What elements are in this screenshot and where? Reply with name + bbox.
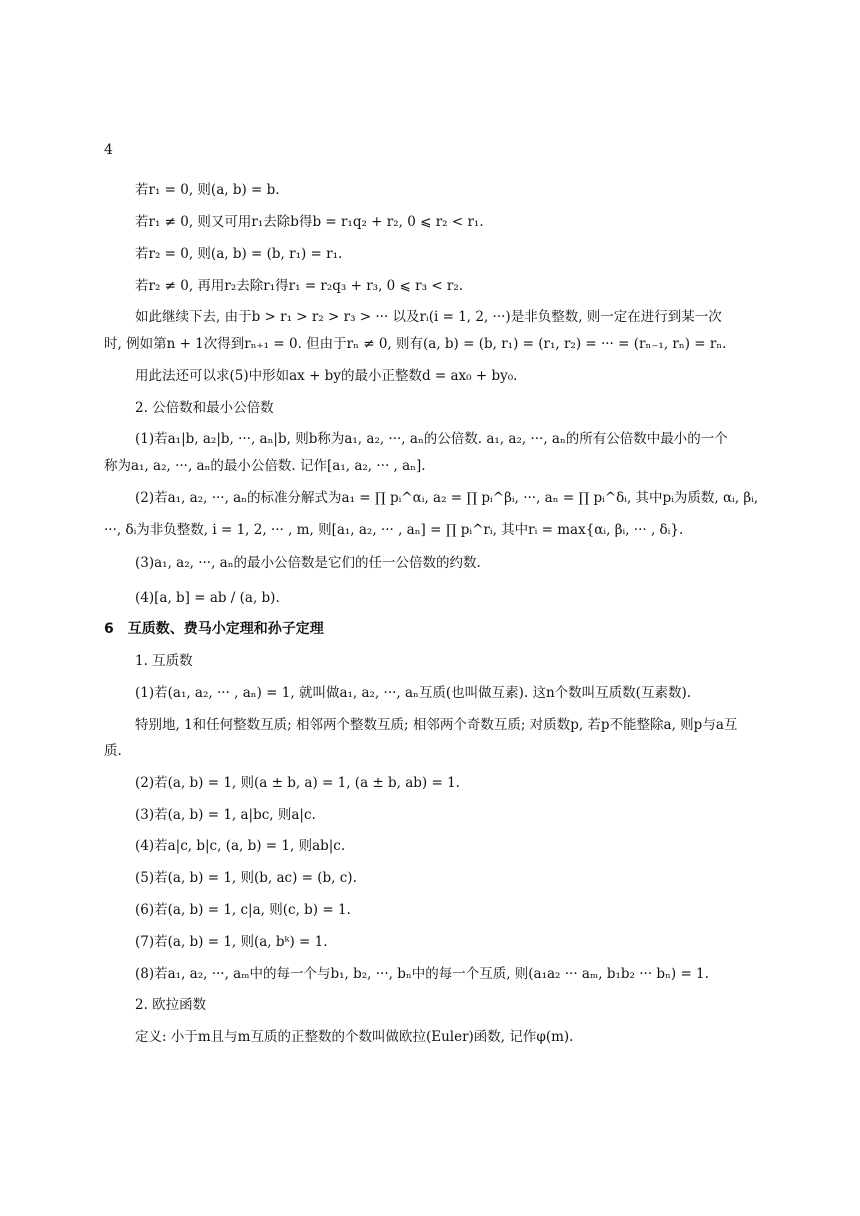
section-subheading: 1. 互质数 xyxy=(135,653,193,669)
text-line: (2)若(a, b) = 1, 则(a ± b, a) = 1, (a ± b, ab) = 1. xyxy=(135,775,460,791)
text-line: 若r₁ = 0, 则(a, b) = b. xyxy=(135,182,280,198)
text-line: (6)若(a, b) = 1, c|a, 则(c, b) = 1. xyxy=(135,902,351,918)
text-line: 质. xyxy=(104,743,122,759)
section-subheading: 2. 公倍数和最小公倍数 xyxy=(135,400,274,416)
text-line: (1)若(a₁, a₂, ··· , aₙ) = 1, 就叫做a₁, a₂, ···, aₙ互质(也叫做互素). 这n个数叫互质数(互素数). xyxy=(135,685,692,701)
text-line: 时, 例如第n + 1次得到rₙ₊₁ = 0. 但由于rₙ ≠ 0, 则有(a, b) = (b, r₁) = (r₁, r₂) = ··· = (rₙ₋₁, rₙ) = rₙ. xyxy=(104,336,727,352)
formula-line: (2)若a₁, a₂, ···, aₙ的标准分解式为a₁ = ∏ pᵢ^αᵢ, a₂ = ∏ pᵢ^βᵢ, ···, aₙ = ∏ pᵢ^δᵢ, 其中pᵢ为质数, αᵢ, βᵢ, xyxy=(135,490,759,506)
text-line: (8)若a₁, a₂, ···, aₘ中的每一个与b₁, b₂, ···, bₙ中的每一个互质, 则(a₁a₂ ··· aₘ, b₁b₂ ··· bₙ) = 1. xyxy=(135,966,709,982)
text-line: 如此继续下去, 由于b > r₁ > r₂ > r₃ > ··· 以及rᵢ(i = 1, 2, ···)是非负整数, 则一定在进行到某一次 xyxy=(135,309,722,325)
text-line: 若r₂ ≠ 0, 再用r₂去除r₁得r₁ = r₂q₃ + r₃, 0 ⩽ r₃ < r₂. xyxy=(135,278,464,294)
text-line: (3)若(a, b) = 1, a|bc, 则a|c. xyxy=(135,807,316,823)
formula-line: ···, δᵢ为非负整数, i = 1, 2, ··· , m, 则[a₁, a₂, ··· , aₙ] = ∏ pᵢ^rᵢ, 其中rᵢ = max{αᵢ, βᵢ, ··· , δᵢ}. xyxy=(104,522,684,538)
text-line: 定义: 小于m且与m互质的正整数的个数叫做欧拉(Euler)函数, 记作φ(m). xyxy=(135,1029,574,1045)
formula-line: (4)[a, b] = ab / (a, b). xyxy=(135,590,280,606)
text-line: 用此法还可以求(5)中形如ax + by的最小正整数d = ax₀ + by₀. xyxy=(135,368,518,384)
section-subheading: 2. 欧拉函数 xyxy=(135,997,207,1013)
text-line: (7)若(a, b) = 1, 则(a, bᵏ) = 1. xyxy=(135,934,328,950)
text-line: (5)若(a, b) = 1, 则(b, ac) = (b, c). xyxy=(135,870,357,886)
text-line: 若r₁ ≠ 0, 则又可用r₁去除b得b = r₁q₂ + r₂, 0 ⩽ r₂ < r₁. xyxy=(135,214,484,230)
text-line: 特别地, 1和任何整数互质; 相邻两个整数互质; 相邻两个奇数互质; 对质数p, 若p不能整除a, 则p与a互 xyxy=(135,717,738,733)
text-line: (1)若a₁|b, a₂|b, ···, aₙ|b, 则b称为a₁, a₂, ···, aₙ的公倍数. a₁, a₂, ···, aₙ的所有公倍数中最小的一个 xyxy=(135,431,728,447)
text-line: 若r₂ = 0, 则(a, b) = (b, r₁) = r₁. xyxy=(135,246,343,262)
text-line: 称为a₁, a₂, ···, aₙ的最小公倍数. 记作[a₁, a₂, ··· , aₙ]. xyxy=(104,458,426,474)
text-line: (4)若a|c, b|c, (a, b) = 1, 则ab|c. xyxy=(135,838,346,854)
page-number: 4 xyxy=(104,142,113,158)
text-line: (3)a₁, a₂, ···, aₙ的最小公倍数是它们的任一公倍数的约数. xyxy=(135,555,481,571)
section-heading: 6 互质数、费马小定理和孙子定理 xyxy=(104,621,324,637)
